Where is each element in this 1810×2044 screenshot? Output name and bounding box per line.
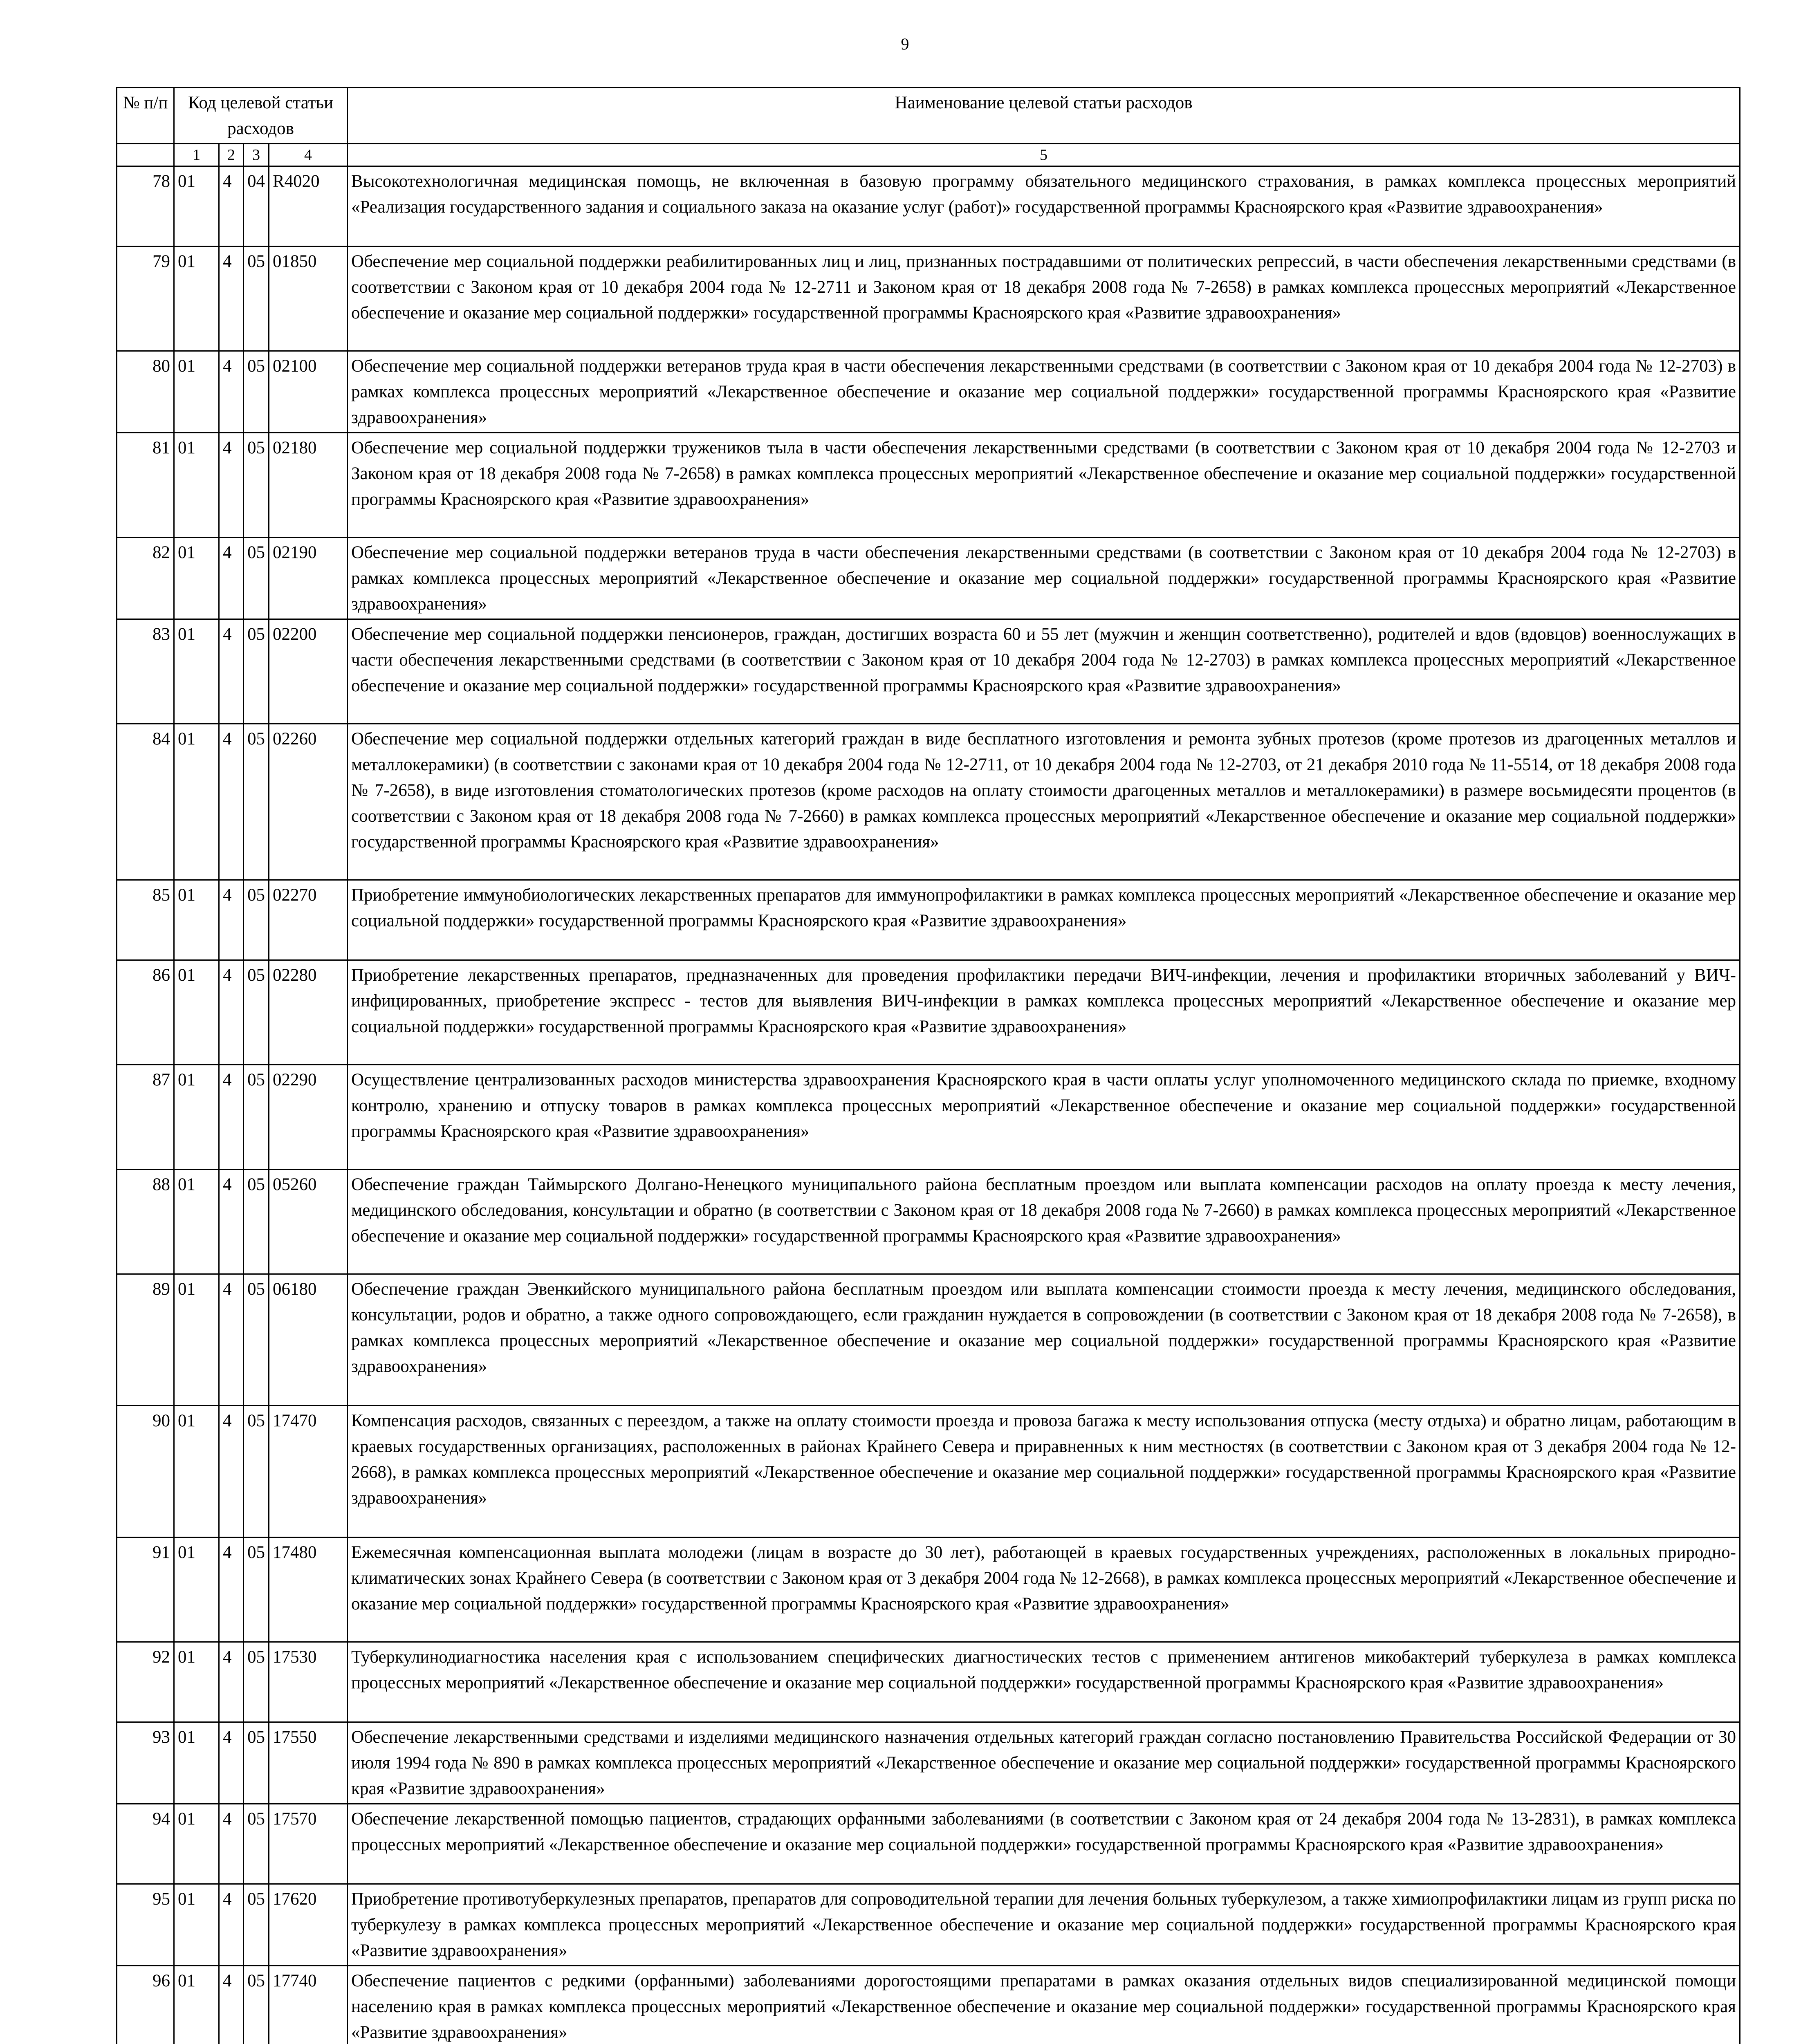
code-expense: 01850 bbox=[269, 247, 348, 351]
code-direction: 05 bbox=[244, 538, 269, 619]
code-subtype: 4 bbox=[219, 1537, 244, 1642]
expense-name: Обеспечение граждан Эвенкийского муниципального района бесплатным проездом или выплата компенсации стоимости проезда к месту лечения, медицинского обследования, консультации, родов и обратно, а также одного сопровождающего, если гражданин нуждается в сопровождении (в соответствии с Законом края от 18 декабря 2008 года № 7-2658), в рамках комплекса процессных мероприятий «Лекарственное обеспечение и оказание мер социальной поддержки» государственной программы Красноярского края «Развитие здравоохранения» bbox=[348, 1274, 1740, 1406]
code-subtype: 4 bbox=[219, 166, 244, 247]
code-subtype: 4 bbox=[219, 724, 244, 880]
expense-name: Обеспечение граждан Таймырского Долгано-Ненецкого муниципального района бесплатным проездом или выплата компенсации расходов на оплату проезда к месту лечения, медицинского обследования, консультации и обратно (в соответствии с Законом края от 18 декабря 2008 года № 7-2660) в рамках комплекса процессных мероприятий «Лекарственное обеспечение и оказание мер социальной поддержки» государственной программы Красноярского края «Развитие здравоохранения» bbox=[348, 1170, 1740, 1274]
code-subtype: 4 bbox=[219, 1884, 244, 1966]
row-number: 84 bbox=[117, 724, 174, 880]
code-subtype: 4 bbox=[219, 1804, 244, 1884]
code-subtype: 4 bbox=[219, 433, 244, 538]
code-subtype: 4 bbox=[219, 619, 244, 724]
table-row bbox=[117, 538, 1740, 619]
row-number: 93 bbox=[117, 1722, 174, 1804]
row-number: 78 bbox=[117, 166, 174, 247]
table-row bbox=[117, 1170, 1740, 1274]
expense-name: Высокотехнологичная медицинская помощь, не включенная в базовую программу обязательного медицинского страхования, в рамках комплекса процессных мероприятий «Реализация государственного задания и социального заказа на оказание услуг (работ)» государственной программы Красноярского края «Развитие здравоохранения» bbox=[348, 166, 1740, 247]
expense-name: Туберкулинодиагностика населения края с использованием специфических диагностических тестов с применением антигенов микобактерий туберкулеза в рамках комплекса процессных мероприятий «Лекарственное обеспечение и оказание мер социальной поддержки» государственной программы Красноярского края «Развитие здравоохранения» bbox=[348, 1642, 1740, 1722]
table-row bbox=[117, 619, 1740, 724]
code-direction: 05 bbox=[244, 351, 269, 433]
code-subtype: 4 bbox=[219, 880, 244, 960]
code-subtype: 4 bbox=[219, 1642, 244, 1722]
table-row bbox=[117, 1966, 1740, 2044]
code-program: 01 bbox=[174, 1804, 219, 1884]
code-expense: R4020 bbox=[269, 166, 348, 247]
expense-name: Приобретение лекарственных препаратов, предназначенных для проведения профилактики передачи ВИЧ-инфекции, лечения и профилактики вторичных заболеваний у ВИЧ-инфицированных, приобретение экспресс - тестов для выявления ВИЧ-инфекции в рамках комплекса процессных мероприятий «Лекарственное обеспечение и оказание мер социальной поддержки» государственной программы Красноярского края «Развитие здравоохранения» bbox=[348, 960, 1740, 1065]
expense-name: Обеспечение лекарственной помощью пациентов, страдающих орфанными заболеваниями (в соответствии с Законом края от 24 декабря 2004 года № 13-2831), в рамках комплекса процессных мероприятий «Лекарственное обеспечение и оказание мер социальной поддержки» государственной программы Красноярского края «Развитие здравоохранения» bbox=[348, 1804, 1740, 1884]
code-program: 01 bbox=[174, 1537, 219, 1642]
page-number: 9 bbox=[901, 35, 909, 53]
code-program: 01 bbox=[174, 619, 219, 724]
table-row bbox=[117, 1884, 1740, 1966]
code-program: 01 bbox=[174, 1966, 219, 2044]
budget-classification-table bbox=[116, 87, 1740, 2044]
row-number: 89 bbox=[117, 1274, 174, 1406]
header-code-group: Код целевой статьи расходов bbox=[174, 88, 348, 144]
expense-name: Приобретение иммунобиологических лекарственных препаратов для иммунопрофилактики в рамках комплекса процессных мероприятий «Лекарственное обеспечение и оказание мер социальной поддержки» государственной программы Красноярского края «Развитие здравоохранения» bbox=[348, 880, 1740, 960]
code-expense: 02270 bbox=[269, 880, 348, 960]
code-program: 01 bbox=[174, 538, 219, 619]
code-program: 01 bbox=[174, 960, 219, 1065]
row-number: 85 bbox=[117, 880, 174, 960]
table-row bbox=[117, 1642, 1740, 1722]
code-direction: 05 bbox=[244, 1884, 269, 1966]
expense-name: Ежемесячная компенсационная выплата молодежи (лицам в возрасте до 30 лет), работающей в краевых государственных учреждениях, расположенных в локальных природно-климатических зонах Крайнего Севера (в соответствии с Законом края от 3 декабря 2004 года № 12-2668), в рамках комплекса процессных мероприятий «Лекарственное обеспечение и оказание мер социальной поддержки» государственной программы Красноярского края «Развитие здравоохранения» bbox=[348, 1537, 1740, 1642]
code-expense: 02260 bbox=[269, 724, 348, 880]
code-direction: 05 bbox=[244, 1537, 269, 1642]
row-number: 96 bbox=[117, 1966, 174, 2044]
column-number-blank bbox=[117, 144, 174, 166]
code-program: 01 bbox=[174, 166, 219, 247]
code-direction: 05 bbox=[244, 1274, 269, 1406]
table-row bbox=[117, 724, 1740, 880]
code-program: 01 bbox=[174, 1274, 219, 1406]
code-direction: 04 bbox=[244, 166, 269, 247]
code-expense: 17470 bbox=[269, 1406, 348, 1537]
code-program: 01 bbox=[174, 1406, 219, 1537]
code-direction: 05 bbox=[244, 1722, 269, 1804]
code-subtype: 4 bbox=[219, 1406, 244, 1537]
expense-name: Обеспечение мер социальной поддержки ветеранов труда края в части обеспечения лекарственными средствами (в соответствии с Законом края от 10 декабря 2004 года № 12-2703) в рамках комплекса процессных мероприятий «Лекарственное обеспечение и оказание мер социальной поддержки» государственной программы Красноярского края «Развитие здравоохранения» bbox=[348, 351, 1740, 433]
code-direction: 05 bbox=[244, 1966, 269, 2044]
code-direction: 05 bbox=[244, 880, 269, 960]
code-program: 01 bbox=[174, 433, 219, 538]
code-direction: 05 bbox=[244, 1065, 269, 1170]
expense-name: Обеспечение мер социальной поддержки отдельных категорий граждан в виде бесплатного изготовления и ремонта зубных протезов (кроме протезов из драгоценных металлов и металлокерамики) (в соответствии с законами края от 10 декабря 2004 года № 12-2711, от 10 декабря 2004 года № 12-2703, от 21 декабря 2010 года № 11-5514, от 18 декабря 2008 года № 7-2658), в виде изготовления стоматологических протезов (кроме расходов на оплату стоимости драгоценных металлов и металлокерамики) в размере восьмидесяти процентов (в соответствии с Законом края от 18 декабря 2008 года № 7-2660) в рамках комплекса процессных мероприятий «Лекарственное обеспечение и оказание мер социальной поддержки» государственной программы Красноярского края «Развитие здравоохранения» bbox=[348, 724, 1740, 880]
code-direction: 05 bbox=[244, 960, 269, 1065]
row-number: 94 bbox=[117, 1804, 174, 1884]
code-expense: 02190 bbox=[269, 538, 348, 619]
code-expense: 17530 bbox=[269, 1642, 348, 1722]
code-subtype: 4 bbox=[219, 1274, 244, 1406]
table-row bbox=[117, 1722, 1740, 1804]
expense-name: Приобретение противотуберкулезных препаратов, препаратов для сопроводительной терапии для лечения больных туберкулезом, а также химиопрофилактики лицам из групп риска по туберкулезу в рамках комплекса процессных мероприятий «Лекарственное обеспечение и оказание мер социальной поддержки» государственной программы Красноярского края «Развитие здравоохранения» bbox=[348, 1884, 1740, 1966]
row-number: 86 bbox=[117, 960, 174, 1065]
code-direction: 05 bbox=[244, 619, 269, 724]
code-expense: 02280 bbox=[269, 960, 348, 1065]
code-expense: 06180 bbox=[269, 1274, 348, 1406]
code-subtype: 4 bbox=[219, 351, 244, 433]
code-direction: 05 bbox=[244, 1170, 269, 1274]
code-subtype: 4 bbox=[219, 1170, 244, 1274]
code-subtype: 4 bbox=[219, 1722, 244, 1804]
code-expense: 02200 bbox=[269, 619, 348, 724]
row-number: 79 bbox=[117, 247, 174, 351]
code-expense: 17480 bbox=[269, 1537, 348, 1642]
code-program: 01 bbox=[174, 1642, 219, 1722]
column-number: 2 bbox=[219, 144, 244, 166]
expense-name: Компенсация расходов, связанных с переездом, а также на оплату стоимости проезда и провоза багажа к месту использования отпуска (месту отдыха) и обратно лицам, работающим в краевых государственных организациях, расположенных в районах Крайнего Севера и приравненных к ним местностях (в соответствии с Законом края от 3 декабря 2004 года № 12-2668), в рамках комплекса процессных мероприятий «Лекарственное обеспечение и оказание мер социальной поддержки» государственной программы Красноярского края «Развитие здравоохранения» bbox=[348, 1406, 1740, 1537]
code-expense: 02290 bbox=[269, 1065, 348, 1170]
row-number: 82 bbox=[117, 538, 174, 619]
row-number: 83 bbox=[117, 619, 174, 724]
table-row bbox=[117, 960, 1740, 1065]
column-number: 3 bbox=[244, 144, 269, 166]
expense-name: Обеспечение мер социальной поддержки тружеников тыла в части обеспечения лекарственными средствами (в соответствии с Законом края от 10 декабря 2004 года № 12-2703 и Законом края от 18 декабря 2008 года № 7-2658) в рамках комплекса процессных мероприятий «Лекарственное обеспечение и оказание мер социальной поддержки» государственной программы Красноярского края «Развитие здравоохранения» bbox=[348, 433, 1740, 538]
table-row bbox=[117, 351, 1740, 433]
row-number: 80 bbox=[117, 351, 174, 433]
code-expense: 02180 bbox=[269, 433, 348, 538]
table-row bbox=[117, 247, 1740, 351]
expense-name: Осуществление централизованных расходов министерства здравоохранения Красноярского края в части оплаты услуг уполномоченного медицинского склада по приемке, входному контролю, хранению и отпуску товаров в рамках комплекса процессных мероприятий «Лекарственное обеспечение и оказание мер социальной поддержки» государственной программы Красноярского края «Развитие здравоохранения» bbox=[348, 1065, 1740, 1170]
code-program: 01 bbox=[174, 724, 219, 880]
header-name: Наименование целевой статьи расходов bbox=[348, 88, 1740, 144]
code-expense: 02100 bbox=[269, 351, 348, 433]
code-program: 01 bbox=[174, 1884, 219, 1966]
code-direction: 05 bbox=[244, 433, 269, 538]
code-program: 01 bbox=[174, 1170, 219, 1274]
table-row bbox=[117, 1274, 1740, 1406]
table-row bbox=[117, 433, 1740, 538]
column-number: 4 bbox=[269, 144, 348, 166]
code-subtype: 4 bbox=[219, 538, 244, 619]
code-direction: 05 bbox=[244, 724, 269, 880]
code-expense: 17740 bbox=[269, 1966, 348, 2044]
code-expense: 05260 bbox=[269, 1170, 348, 1274]
table-row bbox=[117, 1537, 1740, 1642]
code-direction: 05 bbox=[244, 247, 269, 351]
table-body bbox=[117, 166, 1740, 2044]
code-subtype: 4 bbox=[219, 1966, 244, 2044]
row-number: 88 bbox=[117, 1170, 174, 1274]
expense-name: Обеспечение мер социальной поддержки пенсионеров, граждан, достигших возраста 60 и 55 лет (мужчин и женщин соответственно), родителей и вдов (вдовцов) военнослужащих в части обеспечения лекарственными средствами (в соответствии с Законом края от 10 декабря 2004 года № 12-2703) в рамках комплекса процессных мероприятий «Лекарственное обеспечение и оказание мер социальной поддержки» государственной программы Красноярского края «Развитие здравоохранения» bbox=[348, 619, 1740, 724]
code-direction: 05 bbox=[244, 1642, 269, 1722]
code-subtype: 4 bbox=[219, 960, 244, 1065]
code-direction: 05 bbox=[244, 1406, 269, 1537]
code-expense: 17620 bbox=[269, 1884, 348, 1966]
code-expense: 17570 bbox=[269, 1804, 348, 1884]
row-number: 81 bbox=[117, 433, 174, 538]
code-program: 01 bbox=[174, 351, 219, 433]
code-program: 01 bbox=[174, 880, 219, 960]
expense-name: Обеспечение мер социальной поддержки ветеранов труда в части обеспечения лекарственными средствами (в соответствии с Законом края от 10 декабря 2004 года № 12-2703) в рамках комплекса процессных мероприятий «Лекарственное обеспечение и оказание мер социальной поддержки» государственной программы Красноярского края «Развитие здравоохранения» bbox=[348, 538, 1740, 619]
table-row bbox=[117, 166, 1740, 247]
code-expense: 17550 bbox=[269, 1722, 348, 1804]
expense-name: Обеспечение пациентов с редкими (орфанными) заболеваниями дорогостоящими препаратами в рамках оказания отдельных видов специализированной медицинской помощи населению края в рамках комплекса процессных мероприятий «Лекарственное обеспечение и оказание мер социальной поддержки» государственной программы Красноярского края «Развитие здравоохранения» bbox=[348, 1966, 1740, 2044]
table-row bbox=[117, 1804, 1740, 1884]
code-program: 01 bbox=[174, 1065, 219, 1170]
row-number: 91 bbox=[117, 1537, 174, 1642]
row-number: 95 bbox=[117, 1884, 174, 1966]
row-number: 87 bbox=[117, 1065, 174, 1170]
row-number: 92 bbox=[117, 1642, 174, 1722]
column-numbers-row bbox=[117, 144, 1740, 166]
expense-name: Обеспечение лекарственными средствами и изделиями медицинского назначения отдельных категорий граждан согласно постановлению Правительства Российской Федерации от 30 июля 1994 года № 890 в рамках комплекса процессных мероприятий «Лекарственное обеспечение и оказание мер социальной поддержки» государственной программы Красноярского края «Развитие здравоохранения» bbox=[348, 1722, 1740, 1804]
table-row bbox=[117, 1406, 1740, 1537]
code-program: 01 bbox=[174, 1722, 219, 1804]
expense-name: Обеспечение мер социальной поддержки реабилитированных лиц и лиц, признанных пострадавшими от политических репрессий, в части обеспечения лекарственными средствами (в соответствии с Законом края от 10 декабря 2004 года № 12-2711 и Законом края от 18 декабря 2008 года № 7-2658) в рамках комплекса процессных мероприятий «Лекарственное обеспечение и оказание мер социальной поддержки» государственной программы Красноярского края «Развитие здравоохранения» bbox=[348, 247, 1740, 351]
code-direction: 05 bbox=[244, 1804, 269, 1884]
row-number: 90 bbox=[117, 1406, 174, 1537]
table-row bbox=[117, 880, 1740, 960]
header-num: № п/п bbox=[117, 88, 174, 144]
table-row bbox=[117, 1065, 1740, 1170]
code-subtype: 4 bbox=[219, 1065, 244, 1170]
code-program: 01 bbox=[174, 247, 219, 351]
code-subtype: 4 bbox=[219, 247, 244, 351]
column-number: 5 bbox=[348, 144, 1740, 166]
column-number: 1 bbox=[174, 144, 219, 166]
